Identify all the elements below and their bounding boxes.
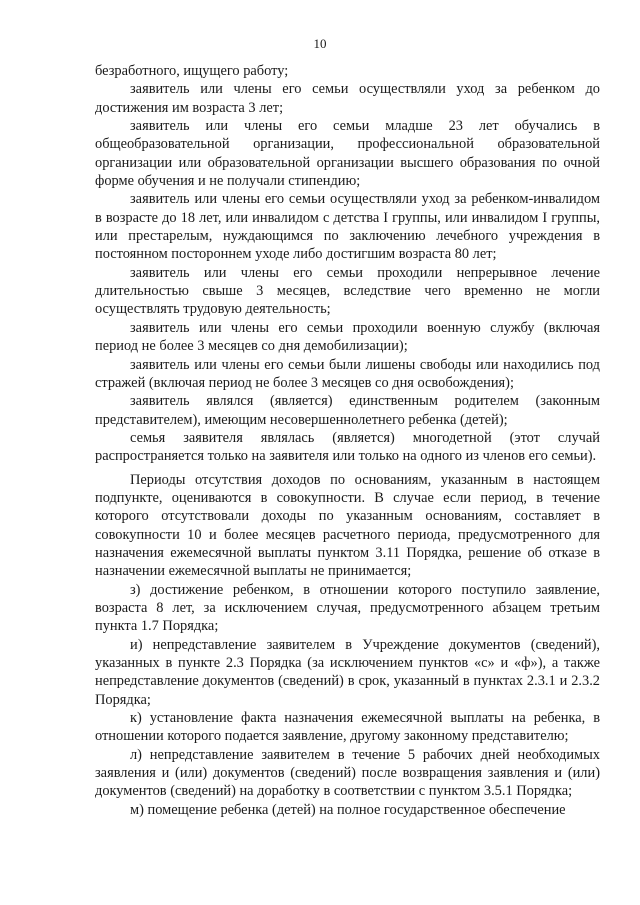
paragraph-item-i: и) непредставление заявителем в Учреждение документов (сведений), указанных в пункте 2.3 Порядка (за исключением пунктов «с» и «ф»), а также непредставление документов (сведений) в срок, указанный в пунктах 2.3.1 и 2.3.2 Порядка;	[95, 636, 600, 708]
paragraph-item-l: л) непредставление заявителем в течение 5 рабочих дней необходимых заявления и (или) документов (сведений) после возвращения заявления и (или) документов (сведений) на доработку в соответствии с пунктом 3.5.1 Порядка;	[95, 746, 600, 800]
paragraph-large-family: семья заявителя являлась (является) многодетной (этот случай распространяется только на заявителя или только на одного из членов его семьи).	[95, 429, 600, 465]
paragraph-single-parent: заявитель являлся (является) единственным родителем (законным представителем), имеющим несовершеннолетнего ребенка (детей);	[95, 393, 600, 428]
paragraph-item-z: з) достижение ребенком, в отношении которого поступило заявление, возраста 8 лет, за исключением случая, предусмотренного абзацем третьим пункта 1.7 Порядка;	[95, 581, 600, 635]
paragraph-item-m: м) помещение ребенка (детей) на полное государственное обеспечение	[130, 801, 566, 818]
page-number: 10	[313, 36, 327, 51]
paragraph-military: заявитель или члены его семьи проходили военную службу (включая период не более 3 месяцев со дня демобилизации);	[95, 319, 600, 355]
paragraph-disabled-care: заявитель или члены его семьи осуществляли уход за ребенком-инвалидом в возрасте до 18 лет, или инвалидом с детства I группы, или инвалидом I группы, или престарелым, нуждающимся по заключению лечебного учреждения в постоянном постороннем уходе либо достигшим возраста 80 лет;	[95, 191, 600, 263]
paragraph-childcare-3: заявитель или члены его семьи осуществляли уход за ребенком до достижения им возраста 3 лет;	[95, 81, 600, 116]
paragraph-continuation: безработного, ищущего работу;	[95, 63, 289, 79]
paragraph-treatment: заявитель или члены его семьи проходили непрерывное лечение длительностью свыше 3 месяцев, вследствие чего временно не могли осуществлять трудовую деятельность;	[95, 264, 600, 318]
document-body	[95, 62, 600, 819]
paragraph-periods: Периоды отсутствия доходов по основаниям, указанным в настоящем подпункте, оцениваются в совокупности. В случае если период, в течение которого отсутствовали доходы по указанным основаниям, составляет в совокупности 10 и более месяцев расчетного периода, предусмотренного для назначения ежемесячной выплаты пунктом 3.11 Порядка, решение об отказе в назначении ежемесячной выплаты не принимается;	[95, 471, 600, 580]
paragraph-item-k: к) установление факта назначения ежемесячной выплаты на ребенка, в отношении которого подается заявление, другому законному представителю;	[95, 710, 600, 745]
paragraph-education: заявитель или члены его семьи младше 23 лет обучались в общеобразовательной организации, профессиональной образовательной организации или образовательной организации высшего образования по очной форме обучения и не получали стипендию;	[95, 118, 600, 190]
paragraph-detention: заявитель или члены его семьи были лишены свободы или находились под стражей (включая период не более 3 месяцев со дня освобождения);	[95, 356, 600, 391]
